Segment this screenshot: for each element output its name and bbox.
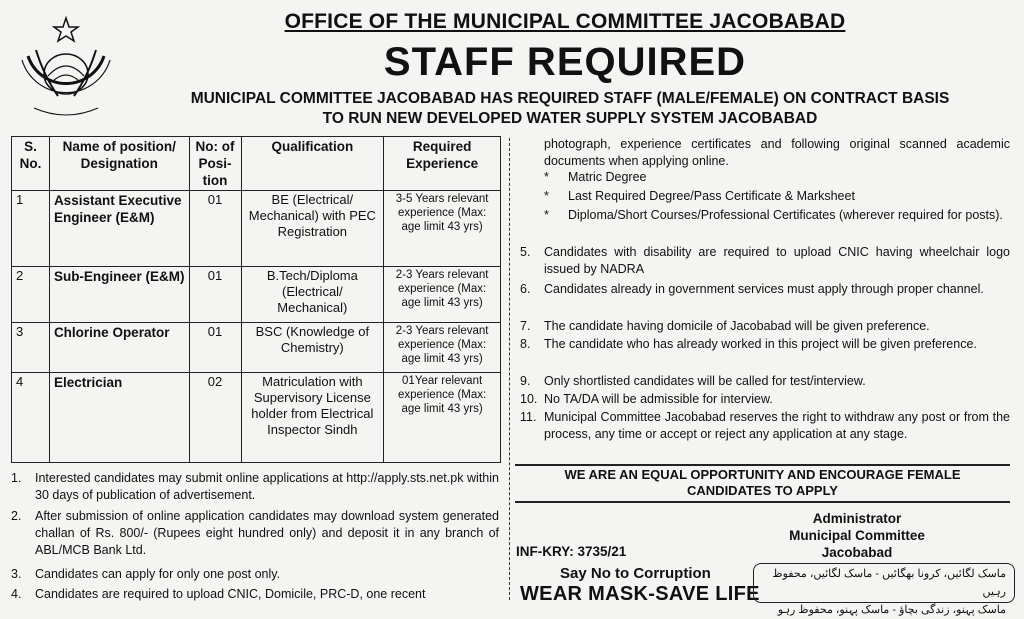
inf-number: INF-KRY: 3735/21 [516, 544, 627, 559]
urdu-mask-slogan-box [753, 563, 1015, 616]
cell-experience: 01Year relevant experience (Max: age limit 43 yrs) [384, 373, 501, 463]
bullet-item: * Diploma/Short Courses/Professional Certificates (wherever required for posts). [544, 208, 1003, 222]
table-row [12, 323, 501, 373]
equal-line-2: CANDIDATES TO APPLY [687, 483, 838, 498]
urdu-line-1: ماسک لگائیں، کرونا بھگائیں - ماسک لگائیں، محفوظ رہیں [772, 568, 1006, 598]
item-text: After submission of online application candidates may download system generated challan of Rs. 800/- (Rupees eight hundred only) and deposit it in any branch of ABL/MCB Bank Ltd. [35, 509, 499, 557]
list-item [11, 586, 499, 603]
item-text: Interested candidates may submit online applications at http://apply.sts.net.pk within 30 days of publication of advertisement. [35, 471, 499, 502]
item-number: 5. [520, 245, 531, 259]
wear-mask-slogan: WEAR MASK-SAVE LIFE [520, 583, 760, 605]
item-text: No TA/DA will be admissible for interview. [544, 392, 773, 406]
cell-positions: 02 [189, 373, 241, 463]
list-item [11, 508, 499, 559]
cell-qualification: BE (Electrical/ Mechanical) with PEC Registration [241, 191, 384, 267]
list-item [520, 244, 1010, 278]
cell-positions: 01 [189, 267, 241, 323]
table-row [12, 267, 501, 323]
item-text: Candidates are required to upload CNIC, Domicile, PRC-D, one recent [35, 587, 426, 601]
col-header-sno: S. No. [12, 137, 50, 191]
cell-sno: 1 [12, 191, 50, 267]
item-text: The candidate who has already worked in this project will be given preference. [544, 337, 977, 351]
cell-experience: 2-3 Years relevant experience (Max: age limit 43 yrs) [384, 323, 501, 373]
say-no-to-corruption: Say No to Corruption [560, 565, 711, 582]
item-number: 4. [11, 587, 22, 601]
item-text: Only shortlisted candidates will be called for test/interview. [544, 374, 866, 388]
bullet-item: * Matric Degree [544, 170, 647, 184]
col-header-experience: Required Experience [384, 137, 501, 191]
headline: STAFF REQUIRED [383, 40, 747, 84]
item-number: 1. [11, 471, 22, 485]
lead-text-line-1: MUNICIPAL COMMITTEE JACOBABAD HAS REQUIRED STAFF (MALE/FEMALE) ON CONTRACT BASIS [190, 90, 950, 107]
bullet-item: * Last Required Degree/Pass Certificate & Marksheet [544, 189, 855, 203]
bullet-icon: * [544, 170, 549, 184]
list-item [11, 470, 499, 504]
table-header-row [12, 137, 501, 191]
list-item [520, 391, 1010, 408]
cell-position-name: Sub-Engineer (E&M) [49, 267, 189, 323]
list-item [520, 281, 1010, 298]
item-number: 7. [520, 319, 531, 333]
table-row [12, 191, 501, 267]
government-of-sindh-seal-icon [14, 16, 118, 120]
item-text: Candidates already in government services must apply through proper channel. [544, 282, 984, 296]
equal-opportunity-statement [515, 464, 1010, 503]
administrator-signature-block [752, 510, 962, 561]
admin-line-2: Municipal Committee [789, 528, 925, 543]
cell-position-name: Assistant Executive Engineer (E&M) [49, 191, 189, 267]
cell-sno: 4 [12, 373, 50, 463]
col-header-positions: No: of Posi- tion [189, 137, 241, 191]
list-item [520, 373, 1010, 390]
item-number: 9. [520, 374, 531, 388]
item-number: 8. [520, 337, 531, 351]
item-number: 11. [520, 410, 537, 424]
urdu-line-2: ماسک پہنو، زندگی بچاؤ - ماسک پہنو، محفوظ رہو [777, 604, 1006, 616]
item-number: 6. [520, 282, 531, 296]
cell-sno: 2 [12, 267, 50, 323]
continuation-text: photograph, experience certificates and following original scanned academic documents when applying online. [544, 137, 1010, 168]
item-text: Candidates can apply for only one post only. [35, 567, 281, 581]
admin-line-1: Administrator [812, 511, 902, 526]
cell-qualification: B.Tech/Diploma (Electrical/ Mechanical) [241, 267, 384, 323]
cell-qualification: Matriculation with Supervisory License holder from Electrical Inspector Sindh [241, 373, 384, 463]
list-item [520, 336, 1010, 353]
cell-qualification: BSC (Knowledge of Chemistry) [241, 323, 384, 373]
list-item [11, 566, 499, 583]
equal-line-1: WE ARE AN EQUAL OPPORTUNITY AND ENCOURAGE FEMALE [564, 467, 961, 482]
item-number: 3. [11, 567, 22, 581]
list-item [520, 318, 1010, 335]
cell-position-name: Electrician [49, 373, 189, 463]
cell-positions: 01 [189, 323, 241, 373]
table-row [12, 373, 501, 463]
bullet-icon: * [544, 189, 549, 203]
item-text: The candidate having domicile of Jacobabad will be given preference. [544, 319, 930, 333]
list-item [520, 409, 1010, 443]
item-text: Candidates with disability are required to upload CNIC having wheelchair logo issued by NADRA [544, 245, 1010, 276]
cell-experience: 2-3 Years relevant experience (Max: age limit 43 yrs) [384, 267, 501, 323]
col-header-qualification: Qualification [241, 137, 384, 191]
bullet-icon: * [544, 208, 549, 222]
office-title: OFFICE OF THE MUNICIPAL COMMITTEE JACOBABAD [284, 10, 846, 33]
col-header-name: Name of position/ Designation [49, 137, 189, 191]
cell-sno: 3 [12, 323, 50, 373]
vacancy-table [11, 136, 501, 463]
cell-position-name: Chlorine Operator [49, 323, 189, 373]
item-number: 2. [11, 509, 22, 523]
admin-line-3: Jacobabad [821, 545, 893, 560]
item-text: Municipal Committee Jacobabad reserves the right to withdraw any post or from the process, any time or accept or reject any application at any stage. [544, 410, 1010, 441]
lead-text-line-2: TO RUN NEW DEVELOPED WATER SUPPLY SYSTEM JACOBABAD [322, 110, 818, 127]
item-number: 10. [520, 392, 538, 406]
column-divider [509, 138, 510, 600]
cell-positions: 01 [189, 191, 241, 267]
cell-experience: 3-5 Years relevant experience (Max: age limit 43 yrs) [384, 191, 501, 267]
